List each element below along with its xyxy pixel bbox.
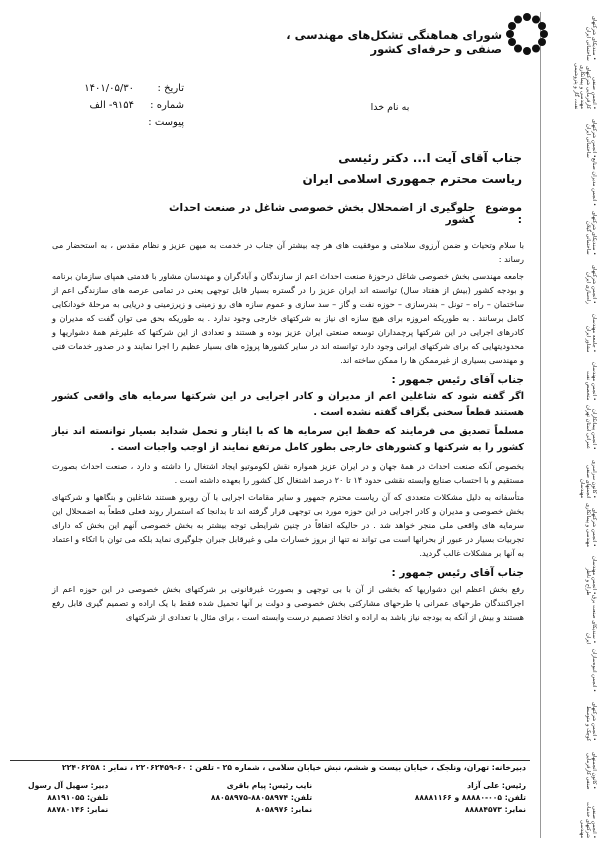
member-organization: • انجمن صنفی کارفرمایی شرکتهای مهندسی و پیمانکاری نفت، گاز و پتروشیمی	[573, 62, 597, 110]
number-label: شماره :	[150, 100, 184, 111]
body-paragraph: رفع بخش اعظم این دشواریها که بخشی از آن با بی توجهی و بصورت غیرقانونی بر شرکتهای بخش خصوصی در این حوزه اعم از اجراکنندگان طرحهای عمرانی یا طرحهای مشارکتی بخش خصوصی و دولت بر آنها تحمیل شده فقط با یک اراده و تصمیم گیری قابل رفع هستند و بیش از آنکه به بودجه نیاز باشد به اراده و اتخاذ تصمیم درست وابسته است ، برای مثال با تعدادی از شرکتهای	[52, 584, 524, 622]
attachment-label: پیوست :	[148, 117, 184, 128]
date-row	[54, 80, 184, 97]
vice-president-name: نایب رئیس: پیام باقری	[226, 781, 313, 790]
number-value: ۹۱۵۴- الف	[89, 100, 134, 111]
president-name: رئیس: علی آزاد	[467, 781, 526, 790]
subject-label: موضوع :	[485, 202, 522, 226]
vice-president-fax: نمابر: ۸۰۵۸۹۷۶	[255, 805, 313, 814]
bold-paragraph: اگر گفته شود که شاغلین اعم از مدیران و کادر اجرایی در این شرکتها سرمایه های واقعی کشور هستند قطعاً سخنی بگزاف گفته نشده است .	[52, 391, 524, 418]
member-organization: • انجمن شرکتهای ساختمانی ایران	[585, 118, 597, 158]
vice-president-contact	[211, 780, 312, 816]
secretary-contact	[28, 780, 108, 816]
date-value: ۱۴۰۱/۰۵/۳۰	[84, 83, 134, 94]
president-fax: نمابر: ۸۸۸۸۴۵۷۳	[464, 805, 526, 814]
member-organization: • جامعه مهندسان مشاور ایران	[585, 313, 597, 353]
addressee-title: ریاست محترم جمهوری اسلامی ایران	[302, 172, 522, 186]
body-paragraph: متأسفانه به دلیل مشکلات متعددی که آن ریاست محترم جمهور و سایر مقامات اجرایی با آن روبرو هستند شاغلین و بنگاهها و شرکتهای بخش خصوصی و مدیران و کادر اجرایی در این حوزه مورد بی توجهی قرار گرفته اند تا بدانجا که استمرار روند فعلی قطعاً به اضمحلال این سرمایه های واقعی ملی منجر خواهد شد . در حالیکه اتفاقاً در چنین شرایطی توجه بیشتر به بخش خصوصی آنهم این بخش که دارای تجربیات بسیار در عبور از بحرانها است می تواند نه تنها از بروز خسارات ملی و غیرقابل جبران جلوگیری نماید بلکه می توان با اتکاء و اعتماد به آنها بر مشکلات غالب گردید.	[52, 492, 524, 558]
section-heading: جناب آقای رئیس جمهور :	[391, 374, 524, 386]
footer-contacts	[28, 780, 526, 816]
body-paragraph: بخصوص آنکه صنعت احداث در همهٔ جهان و در ایران عزیز همواره نقش لکوموتیو ایجاد اشتغال را داشته و دارد ، صنعت احداث بصورت مستقیم و با احتساب صنایع وابسته نقشی حدود ۱۴ تا ۲۰ درصد اشتغال کل کشور را بعهده داشته است .	[52, 461, 524, 485]
secretary-phone: تلفن: ۸۸۱۹۱۰۵۵	[47, 793, 109, 802]
member-organization: • انجمن انبوه‌سازان	[591, 649, 597, 693]
member-organization: • سندیکای شرکتهای ساختمانی ایران	[585, 16, 597, 61]
member-organization: • انجمن مهندسان طراح و ناظر	[585, 556, 597, 596]
member-organization: • انجمن شرکتهای کوچک و متوسط	[585, 702, 597, 741]
council-logo-icon	[505, 12, 549, 56]
section-heading: جناب آقای رئیس جمهور :	[391, 567, 524, 579]
member-organizations-column	[540, 12, 597, 838]
member-organization: • انجمن صنفی شرکتهای خدمات مهندسی	[579, 801, 597, 839]
vice-president-phone: تلفن: ۸۸۰۵۸۹۷۴-۸۸۰۵۸۹۷۵	[210, 793, 313, 802]
attachment-row	[54, 114, 184, 131]
date-label: تاریخ :	[157, 83, 184, 94]
body-paragraph: جامعه مهندسی بخش خصوصی شاغل درحوزهٔ صنعت احداث اعم از سازندگان و آبادگران و مهندسان مشاور با قدمتی همپای سازمان برنامه و بودجه کشور (بیش از هفتاد سال) توانسته اند ایران عزیز را در گستره بسیار قابل توجهی یعنی در تمامی عرصه های سازندگی اعم از ساختمان – راه – تونل – بندرسازی – حوزه نفت و گاز – سد سازی و عموم سازه های رو زمینی و زیرزمینی و دریایی به مرحلهٔ خودانکایی کامل برسانند . به طوریکه امروزه برای هیچ سازه ای نیاز به شرکتهای خارجی وجود ندارد . به طوریکه بحق می توان گفت که مدیران و کادرهای اجرایی در این شرکتها پرچمداران توسعه صنعتی ایران عزیز بوده و هستند و تعدادی از این شرکتها که علیرغم همهٔ دشواریها و محدودیتهایی که برای شرکتهای ایرانی وجود دارد توانسته اند در سایر کشورها پروژه های بسیار عظیم را اجرا نمایند و در صدور خدمات فنی و مهندسی بسیاری از غیرممکن ها را ممکن ساخته اند.	[52, 271, 524, 365]
greeting-paragraph: با سلام وتحیات و ضمن آرزوی سلامتی و موفقیت های هر چه بیشتر آن جناب در خدمت به میهن عزیز و نظام مقدس ، به استحضار می رساند :	[52, 240, 524, 264]
member-organization: • کانون سراسری انجمنهای صنفی مهندسان	[579, 459, 597, 498]
member-organizations-list	[541, 12, 597, 838]
member-organization: • کانون انجمنهای صنفی کارفرمایی	[585, 752, 597, 790]
bold-paragraph: مسلماً تصدیق می فرمایند که حفظ این سرمایه ها که با ایثار و تحمل شداید بسیار توانسته اند نیاز کشور را به شرکتها و کشورهای خارجی بطور کامل مرتفع نمایند از اوجب واجبات است .	[52, 426, 524, 453]
addressee-name: جناب آقای آیت ا... دکتر رئیسی	[338, 151, 522, 165]
subject-line	[150, 202, 522, 226]
member-organization: • انجمن شرکتهای مهندسی و پیمانکاری	[585, 502, 597, 547]
member-organization: • سندیکای صنعت برق ایران	[585, 595, 597, 644]
secretary-name: دبیر: سهیل آل رسول	[28, 781, 109, 790]
letter-meta	[54, 80, 184, 131]
letter-body	[52, 238, 524, 627]
member-organization: • انجمن پیمانکاران عمرانی استان تهران	[585, 405, 597, 450]
member-organization: • انجمن مهندسان متخصص نفت	[585, 362, 597, 401]
subject-text: جلوگیری از اضمحلال بخش خصوصی شاغل در صنعت احداث کشور	[168, 202, 476, 226]
secretariat-address: دبیرخانه: تهران، ونلجک ، خیابان بیست و ششم، نبش خیابان سلامی ، شماره ۲۵ - تلفن : ۶۰-۲۲۰۶۲۴۵۹ ، نمابر : ۲۲۴۰۶۲۵۸	[61, 763, 526, 772]
number-row	[54, 97, 184, 114]
member-organization: • سندیکای شرکتهای ساختمانی گیلان	[585, 210, 597, 255]
addressee	[250, 148, 522, 190]
president-contact	[415, 780, 526, 816]
basmala: به نام خدا	[370, 102, 410, 113]
council-name: شورای هماهنگی تشکل‌های مهندسی ، صنفی و حرفه‌ای کشور	[286, 28, 502, 56]
member-organization: • انجمن مدیران صنایع	[591, 158, 597, 207]
member-organization: • انجمن شرکتهای راه‌سازی ایران	[585, 264, 597, 304]
president-phone: تلفن: ۰۰۵-۸۸۸۸۰ و ۸۸۸۸۱۱۶۶	[414, 793, 526, 802]
footer-divider	[10, 760, 530, 761]
secretary-fax: نمابر: ۸۸۷۸۰۱۴۶	[47, 805, 109, 814]
